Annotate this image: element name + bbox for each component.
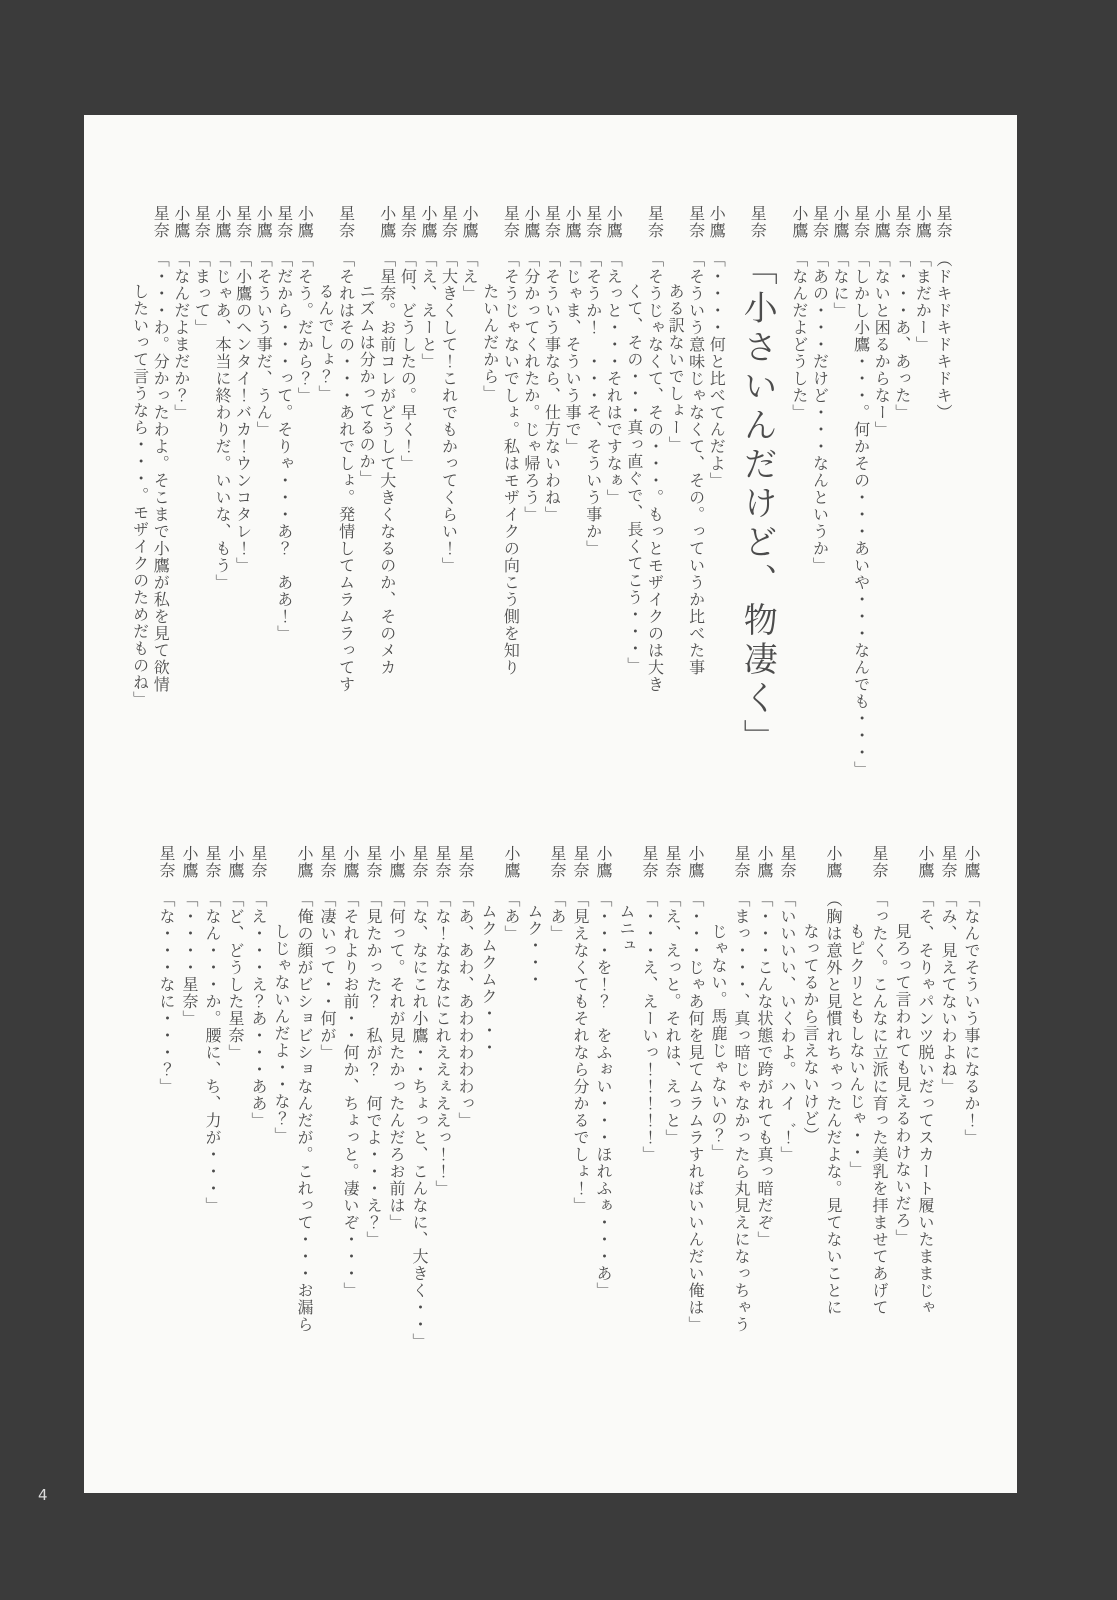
script-line <box>431 845 454 1350</box>
dialogue-text: 「それよりお前・・何か、ちょっと。凄いぞ・・・」 <box>341 891 360 1299</box>
dialogue-text-continuation: なってるから言えないけど） <box>801 923 820 1144</box>
script-line <box>932 205 953 778</box>
dialogue-text: 「何、どうしたの。早く！」 <box>398 251 418 472</box>
dialogue-text: 「えっと・・・それはですなぁ」 <box>604 251 624 506</box>
speaker-name: 小鷹 <box>502 845 521 879</box>
script-line <box>408 845 431 1350</box>
speaker-name: 小鷹 <box>604 205 624 239</box>
dialogue-text: 「え、えっと。それは、えっと」 <box>663 891 682 1146</box>
script-line <box>829 205 850 778</box>
dialogue-text: 「・・・こんな状態で跨がれても真っ暗だぞ」 <box>755 891 774 1248</box>
script-line <box>684 845 707 1350</box>
script-line <box>253 205 274 778</box>
speaker-name: 小鷹 <box>563 205 583 239</box>
speaker-name: 小鷹 <box>295 845 314 879</box>
dialogue-text: 「なん・・・か。腰に、ち、力が・・・」 <box>203 891 222 1214</box>
script-line <box>734 205 780 778</box>
script-line <box>582 205 603 778</box>
speaker-name: 星奈 <box>748 205 768 239</box>
sound-effect-text: ムク・・・ <box>525 903 544 988</box>
speaker-name: 星奈 <box>778 845 797 879</box>
speaker-name: 小鷹 <box>213 205 232 239</box>
script-line <box>809 205 830 778</box>
sound-effect-line <box>523 845 546 1350</box>
speaker-name: 小鷹 <box>521 205 541 239</box>
dialogue-text: （ドキドキドキドキ） <box>934 251 953 421</box>
dialogue-text: 「あの・・・だけど・・・なんというか」 <box>810 251 830 574</box>
dialogue-text: 「ないと困るからなー」 <box>872 251 892 438</box>
speaker-name: 小鷹 <box>755 845 774 879</box>
script-line <box>562 205 583 778</box>
sound-effect-line <box>615 845 638 1350</box>
script-line <box>385 845 408 1350</box>
dialogue-text: 「そういう事だ、うん」 <box>254 251 274 438</box>
dialogue-text: 「なに」 <box>831 251 851 319</box>
speaker-name: 星奈 <box>732 845 751 879</box>
script-line <box>438 205 459 778</box>
dialogue-text: 「まっ・・・、真っ暗じゃなかったら丸見えになっちゃう <box>732 891 751 1333</box>
speaker-name: 小鷹 <box>171 205 191 239</box>
script-line <box>454 845 477 1350</box>
dialogue-text: 「そういう意味じゃなくて、その。っていうか比べた事 <box>686 251 706 676</box>
sound-effect-text: ムニュ <box>617 903 636 954</box>
speaker-name: 小鷹 <box>831 205 851 239</box>
dialogue-text: 「それはその・・・あれでしょ。発情してムラムラってす <box>336 251 356 693</box>
dialogue-text: 「・・・わ。分かったわよ。そこまで小鷹が私を見て欲情 <box>151 251 171 693</box>
script-line <box>356 205 397 778</box>
dialogue-text: 「見たかった？ 私が？ 何でよ・・・え？」 <box>364 891 383 1248</box>
speaker-name: 小鷹 <box>824 845 843 879</box>
dialogue-text: 「じゃあ、本当に終わりだ。いいな、もう」 <box>213 251 232 591</box>
dialogue-text: 「星奈。お前コレがどうして大きくなるのか、そのメカ <box>377 251 397 676</box>
dialogue-text: 「あ、あわ、あわわわわわっ」 <box>456 891 475 1129</box>
script-line <box>129 205 170 778</box>
dialogue-text: 「しかし小鷹・・・。何かその・・・あいや・・・なんでも・・・」 <box>851 251 871 778</box>
speaker-name: 小鷹 <box>341 845 360 879</box>
dialogue-text: 「ど、どうした星奈」 <box>226 891 245 1061</box>
speaker-name: 星奈 <box>870 845 889 879</box>
sound-effect-text: ムクムクムク・・・ <box>479 903 498 1056</box>
script-line <box>871 205 892 778</box>
dialogue-text-continuation: したいって言うなら・・・。モザイクのためだものね」 <box>130 283 150 708</box>
dialogue-text-continuation: じゃない。馬鹿じゃないの？」 <box>709 923 728 1161</box>
speaker-name: 星奈 <box>274 205 294 239</box>
speaker-name: 星奈 <box>398 205 418 239</box>
speaker-name: 星奈 <box>934 205 953 239</box>
script-line <box>569 845 592 1350</box>
script-line <box>314 205 355 778</box>
speaker-name: 星奈 <box>542 205 562 239</box>
script-line <box>891 845 937 1350</box>
script-line <box>661 845 684 1350</box>
dialogue-block-bottom <box>155 845 983 1350</box>
script-line <box>664 205 705 778</box>
speaker-name: 星奈 <box>249 845 268 879</box>
dialogue-text-continuation: もピクリともしないんじゃ・・」 <box>847 923 866 1178</box>
script-line <box>799 845 845 1350</box>
script-line <box>776 845 799 1350</box>
dialogue-text: 「・・・を！？ をふぉい・・・ほれふぁ・・・あ」 <box>594 891 613 1299</box>
dialogue-text-continuation: ある訳ないでしょー」 <box>666 283 686 453</box>
speaker-name: 星奈 <box>456 845 475 879</box>
speaker-name: 星奈 <box>851 205 871 239</box>
sound-effect-line <box>477 845 500 1350</box>
speaker-name: 星奈 <box>640 845 659 879</box>
speaker-name: 星奈 <box>645 205 665 239</box>
script-line <box>316 845 339 1350</box>
speaker-name: 星奈 <box>336 205 356 239</box>
dialogue-text: 「なんだよまだか？」 <box>171 251 191 421</box>
script-line <box>891 205 912 778</box>
script-line <box>362 845 385 1350</box>
dialogue-text: 「そうじゃないでしょ。私はモザイクの向こう側を知り <box>501 251 521 676</box>
dialogue-text: 「え・・・え？あ・・・ああ」 <box>249 891 268 1129</box>
dialogue-text: 「み、見えてないわよね」 <box>939 891 958 1095</box>
script-line <box>232 205 253 778</box>
script-line <box>479 205 520 778</box>
dialogue-text: 「・・・あ、あった」 <box>892 251 912 421</box>
dialogue-text-continuation: くて、その・・・真っ直ぐで、長くてこう・・・」 <box>624 283 644 674</box>
speaker-name: 小鷹 <box>872 205 892 239</box>
speaker-name: 星奈 <box>364 845 383 879</box>
script-line <box>603 205 624 778</box>
dialogue-text: 「え、えーと」 <box>418 251 438 370</box>
dialogue-text: 「まだかー」 <box>913 251 933 353</box>
script-line <box>788 205 809 778</box>
speaker-name: 小鷹 <box>594 845 613 879</box>
script-line <box>459 205 480 778</box>
dialogue-text: 「・・・じゃあ何を見てムラムラすればいいんだい俺は」 <box>686 891 705 1333</box>
dialogue-text: 「小鷹のヘンタイ！バカ！ウンコタレ！」 <box>233 251 253 574</box>
speaker-name: 星奈 <box>439 205 459 239</box>
speaker-name: 星奈 <box>433 845 452 879</box>
speaker-name: 星奈 <box>571 845 590 879</box>
dialogue-text: 「大きくして！これでもかってくらい！」 <box>439 251 459 574</box>
speaker-name: 小鷹 <box>295 205 315 239</box>
dialogue-block-top <box>129 205 953 778</box>
speaker-name: 小鷹 <box>387 845 406 879</box>
speaker-name: 小鷹 <box>254 205 274 239</box>
script-line <box>623 205 664 778</box>
speaker-name: 星奈 <box>318 845 337 879</box>
script-line <box>273 205 294 778</box>
script-line <box>155 845 178 1350</box>
script-line <box>500 845 523 1350</box>
speaker-name: 星奈 <box>501 205 521 239</box>
script-line <box>170 205 191 778</box>
script-line <box>845 845 891 1350</box>
dialogue-text: 「な！なななにこれええぇええっ！！」 <box>433 891 452 1197</box>
dialogue-text-continuation: ニズムは分かってるのか」 <box>357 283 377 487</box>
page <box>84 115 1017 1493</box>
script-line <box>294 205 315 778</box>
dialogue-text-continuation: しじゃないんだよ・・な？」 <box>272 923 291 1144</box>
dialogue-text: 「え」 <box>460 251 480 302</box>
script-line <box>546 845 569 1350</box>
speaker-name: 星奈 <box>686 205 706 239</box>
script-line <box>960 845 983 1350</box>
speaker-name: 小鷹 <box>418 205 438 239</box>
dialogue-text-continuation: 見ろって言われても見えるわけないだろ」 <box>893 923 912 1246</box>
speaker-name: 星奈 <box>410 845 429 879</box>
script-line <box>201 845 224 1350</box>
dialogue-text: 「そういう事なら、仕方ないわね」 <box>542 251 562 523</box>
dialogue-text: 「・・・・星奈」 <box>180 891 199 1027</box>
speaker-name: 星奈 <box>192 205 212 239</box>
dialogue-text: 「凄いって・・何が」 <box>318 891 337 1061</box>
speaker-name: 星奈 <box>663 845 682 879</box>
dialogue-text: 「なんだよどうした」 <box>789 251 809 421</box>
speaker-name: 小鷹 <box>789 205 809 239</box>
speaker-name: 星奈 <box>939 845 958 879</box>
dialogue-text: 「俺の顔がビショビショなんだが。これって・・・お漏ら <box>295 891 314 1333</box>
script-line <box>397 205 418 778</box>
speaker-name: 星奈 <box>233 205 253 239</box>
speaker-name: 星奈 <box>892 205 912 239</box>
speaker-name: 星奈 <box>583 205 603 239</box>
dialogue-text: 「小さいんだけど、物凄く」 <box>737 251 778 758</box>
speaker-name: 小鷹 <box>226 845 245 879</box>
script-line <box>191 205 212 778</box>
speaker-name: 小鷹 <box>913 205 933 239</box>
script-line <box>638 845 661 1350</box>
dialogue-text: （胸は意外と見慣れちゃったんだよな。見てないことに <box>824 891 843 1316</box>
speaker-name: 星奈 <box>203 845 222 879</box>
dialogue-text: 「ったく。こんなに立派に育った美乳を拝ませてあげて <box>870 891 889 1316</box>
script-line <box>270 845 316 1350</box>
script-line <box>937 845 960 1350</box>
dialogue-text: 「何って。それが見たかったんだろお前は」 <box>387 891 406 1231</box>
dialogue-text: 「あ」 <box>548 891 567 942</box>
script-line <box>520 205 541 778</box>
dialogue-text: 「だから・・・って。そりゃ・・・あ？ ああ！」 <box>274 251 294 642</box>
script-line <box>592 845 615 1350</box>
speaker-name: 小鷹 <box>377 205 397 239</box>
script-line <box>912 205 933 778</box>
speaker-name: 小鷹 <box>460 205 480 239</box>
dialogue-text: 「そう。だから？」 <box>295 251 315 404</box>
dialogue-text: 「じゃま、そういう事で」 <box>563 251 583 455</box>
speaker-name: 星奈 <box>548 845 567 879</box>
dialogue-text: 「そ、そりゃパンツ脱いだってスカート履いたままじゃ <box>916 891 935 1316</box>
speaker-name: 小鷹 <box>180 845 199 879</box>
speaker-name: 小鷹 <box>686 845 705 879</box>
dialogue-text: 「そうじゃなくて、その・・・。もっとモザイクのは大き <box>645 251 665 693</box>
script-line <box>850 205 871 778</box>
dialogue-text: 「いいいい、いくわよ。ハイ゛！」 <box>778 891 797 1163</box>
dialogue-text: 「分かってくれたか。じゃ帰ろう」 <box>521 251 541 523</box>
script-line <box>541 205 562 778</box>
dialogue-text: 「な、なにこれ小鷹・・ちょっと、こんなに、大きく・・」 <box>410 891 429 1350</box>
speaker-name: 小鷹 <box>962 845 981 879</box>
dialogue-text: 「・・・え、えーいっ！！！！！」 <box>640 891 659 1163</box>
dialogue-text-continuation: たいんだから」 <box>480 283 500 402</box>
speaker-name: 小鷹 <box>916 845 935 879</box>
script-line <box>247 845 270 1350</box>
script-line <box>224 845 247 1350</box>
speaker-name: 星奈 <box>157 845 176 879</box>
page-number: 4 <box>38 1486 48 1504</box>
dialogue-text: 「まって」 <box>192 251 212 336</box>
speaker-name: 星奈 <box>151 205 171 239</box>
dialogue-text-continuation: るんでしょ？」 <box>315 283 335 402</box>
dialogue-text: 「見えなくてもそれなら分かるでしょ！」 <box>571 891 590 1214</box>
dialogue-text: 「そうか！ ・・・そ、そういう事か」 <box>583 251 603 557</box>
dialogue-text: 「・・・・何と比べてんだよ」 <box>707 251 727 489</box>
script-line <box>417 205 438 778</box>
script-line <box>706 205 727 778</box>
script-line <box>339 845 362 1350</box>
speaker-name: 小鷹 <box>707 205 727 239</box>
script-line <box>178 845 201 1350</box>
speaker-name: 星奈 <box>810 205 830 239</box>
dialogue-text: 「あ」 <box>502 891 521 942</box>
script-line <box>211 205 232 778</box>
dialogue-text: 「な・・・なに・・・？」 <box>157 891 176 1095</box>
script-line <box>753 845 776 1350</box>
script-line <box>707 845 753 1350</box>
dialogue-text: 「なんでそういう事になるか！」 <box>962 891 981 1146</box>
